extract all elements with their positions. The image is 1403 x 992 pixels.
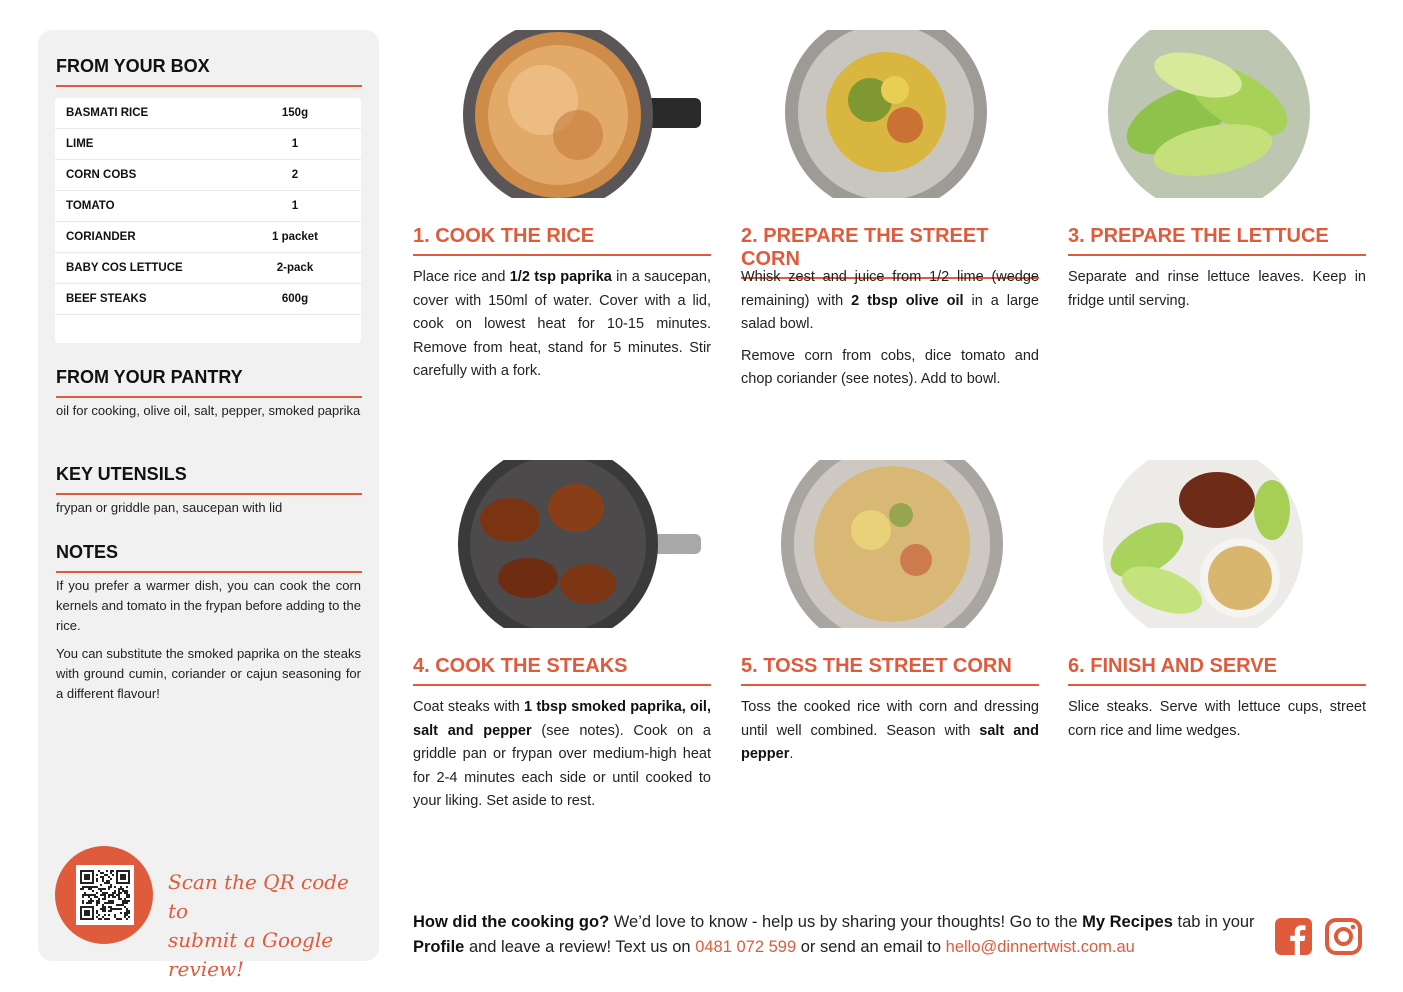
bold-ingredient: 1 tbsp smoked paprika, oil, salt and pepper xyxy=(413,699,711,739)
qr-caption xyxy=(168,868,368,984)
note-paragraph: If you prefer a warmer dish, you can cook the corn kernels and tomato in the frypan before adding to the rice. xyxy=(56,578,361,633)
plated-dish-photo xyxy=(1102,460,1304,628)
step-5-title: 5. TOSS THE STREET CORN xyxy=(741,655,1039,686)
ingredient-name: LIME xyxy=(66,138,94,150)
ingredient-row xyxy=(55,98,361,129)
step-5-body xyxy=(741,696,1039,767)
box-ingredients-table xyxy=(55,98,361,343)
step-paragraph: Place rice and 1/2 tsp paprika in a saucepan, cover with 150ml of water. Cover with a lid, cook on lowest heat for 10-15 minutes. Remove from heat, stand for 5 minutes. Stir carefully with a fork. xyxy=(413,269,711,379)
step-2-title: 2. PREPARE THE STREET CORN xyxy=(741,225,1039,279)
steaks-frypan-photo xyxy=(458,460,703,628)
ingredient-row xyxy=(55,160,361,191)
ingredients-sidebar xyxy=(38,30,379,981)
instagram-icon[interactable] xyxy=(1325,918,1362,955)
ingredient-name: BASMATI RICE xyxy=(66,107,149,119)
step-paragraph: Separate and rinse lettuce leaves. Keep in fridge until serving. xyxy=(1068,269,1366,309)
step-paragraph: Remove corn from cobs, dice tomato and chop coriander (see notes). Add to bowl. xyxy=(741,347,1039,387)
step-4-title: 4. COOK THE STEAKS xyxy=(413,655,711,686)
ingredient-name: BEEF STEAKS xyxy=(66,293,147,305)
utensils-text: frypan or griddle pan, saucepan with lid xyxy=(56,500,283,515)
ingredient-name: TOMATO xyxy=(66,200,115,212)
step-paragraph: Toss the cooked rice with corn and dressing until well combined. Season with salt and pepper. xyxy=(741,699,1039,762)
utensils-heading: KEY UTENSILS xyxy=(56,464,362,495)
ingredient-qty: 1 xyxy=(291,200,299,212)
ingredient-row xyxy=(55,222,361,253)
contact-link[interactable]: 0481 072 599 xyxy=(695,938,797,956)
ingredient-qty: 1 packet xyxy=(271,231,319,243)
ingredient-row xyxy=(55,191,361,222)
ingredient-name: CORIANDER xyxy=(66,231,136,243)
step-1-body xyxy=(413,266,711,384)
bold-ingredient: How did the cooking go? xyxy=(413,913,610,931)
ingredient-name: BABY COS LETTUCE xyxy=(66,262,183,274)
corn-rice-bowl-photo xyxy=(781,460,1003,628)
review-footer: How did the cooking go? We’d love to know - help us by sharing your thoughts! Go to the My Recipes tab in your Profile and leave a review! Text us on 0481 072 599 or send an email to hello@dinnertwist.com.au xyxy=(413,913,1255,956)
step-2-body xyxy=(741,266,1039,392)
bold-ingredient: salt and pepper xyxy=(741,722,1039,762)
notes-heading: NOTES xyxy=(56,542,362,573)
step-paragraph: Slice steaks. Serve with lettuce cups, street corn rice and lime wedges. xyxy=(1068,699,1366,739)
step-paragraph: Whisk zest and juice from 1/2 lime (wedge remaining) with 2 tbsp olive oil in a large salad bowl. xyxy=(741,269,1039,332)
step-1-title: 1. COOK THE RICE xyxy=(413,225,711,256)
notes-text xyxy=(56,576,361,704)
facebook-icon[interactable] xyxy=(1275,918,1312,955)
ingredient-qty: 600g xyxy=(281,293,309,305)
ingredient-row xyxy=(55,284,361,315)
step-6-body xyxy=(1068,696,1366,743)
qr-caption-line: Scan the QR code to xyxy=(168,870,349,923)
ingredient-row xyxy=(55,253,361,284)
ingredient-row xyxy=(55,129,361,160)
step-3-title: 3. PREPARE THE LETTUCE xyxy=(1068,225,1366,256)
corn-salad-bowl-photo xyxy=(785,30,987,198)
ingredient-qty: 1 xyxy=(291,138,299,150)
qr-caption-line: submit a Google review! xyxy=(168,928,334,981)
pantry-text: oil for cooking, olive oil, salt, pepper, smoked paprika xyxy=(56,403,361,418)
bold-ingredient: My Recipes xyxy=(1082,913,1173,931)
contact-link[interactable]: hello@dinnertwist.com.au xyxy=(945,938,1135,956)
ingredient-qty: 2 xyxy=(291,169,299,181)
step-3-body xyxy=(1068,266,1366,313)
lettuce-leaves-photo xyxy=(1108,30,1310,198)
bold-ingredient: 1/2 tsp paprika xyxy=(509,269,612,285)
note-paragraph: You can substitute the smoked paprika on the steaks with ground cumin, coriander or cajun seasoning for a different flavour! xyxy=(56,646,361,701)
ingredient-qty: 150g xyxy=(281,107,309,119)
step-6-title: 6. FINISH AND SERVE xyxy=(1068,655,1366,686)
ingredient-qty: 2-pack xyxy=(276,262,314,274)
rice-saucepan-photo xyxy=(463,30,703,198)
step-paragraph: Coat steaks with 1 tbsp smoked paprika, oil, salt and pepper (see notes). Cook on a griddle pan or frypan over medium-high heat for 2-4 minutes each side or until cooked to your liking. Set aside to rest. xyxy=(413,699,711,809)
qr-code-badge[interactable] xyxy=(55,846,153,944)
bold-ingredient: 2 tbsp olive oil xyxy=(851,292,964,309)
box-heading: FROM YOUR BOX xyxy=(56,56,362,87)
step-4-body xyxy=(413,696,711,814)
ingredient-name: CORN COBS xyxy=(66,169,137,181)
qr-code-icon[interactable] xyxy=(76,865,134,925)
pantry-heading: FROM YOUR PANTRY xyxy=(56,367,362,398)
bold-ingredient: Profile xyxy=(413,938,465,956)
